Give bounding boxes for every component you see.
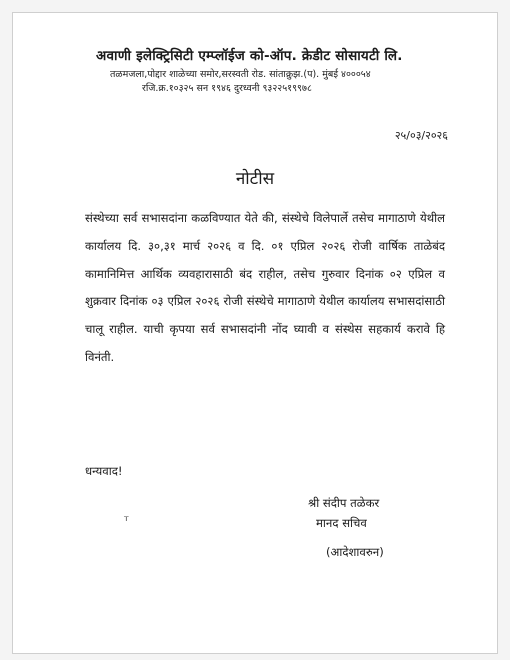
notice-body: संस्थेच्या सर्व सभासदांना कळविण्यात येते की, संस्थेचे विलेपार्ले तसेच मागाठाणे येथील कार्यालय दि. ३०,३१ मार्च २०२६ व दि. ०१ एप्रिल २०२६ रोजी वार्षिक ताळेबंद कामानिमित्त आर्थिक व्यवहारासाठी बंद राहील, तसेच गुरुवार दिनांक ०२ एप्रिल व शुक्रवार दिनांक ०३ एप्रिल २०२६ रोजी संस्थेचे मागाठाणे येथील कार्यालय सभासदांसाठी चालू राहील. याची कृपया सर्व सभासदांनी नोंद घ्यावी व संस्थेस सहकार्य करावे हि विनंती.: [85, 211, 445, 364]
closing-thanks: धन्यवाद!: [85, 464, 123, 478]
order-note: (आदेशावरुन): [326, 545, 384, 559]
society-registration: रजि.क्र.१०३२५ सन १९४६ दुरध्वनी ९३२२५१९९७८: [142, 83, 312, 94]
notice-date: २५/०३/२०२६: [394, 129, 448, 142]
signature-mark-icon: ᵀ: [124, 514, 129, 528]
letterhead: [96, 46, 456, 94]
signatory-designation: मानद सचिव: [316, 516, 367, 530]
notice-title: नोटीस: [235, 169, 275, 189]
signatory-name: श्री संदीप तळेकर: [308, 496, 380, 510]
society-address: तळमजला,पोद्दार शाळेच्या समोर,सरस्वती रोड. सांताक्रुझ.(प). मुंबई ४०००५४: [110, 69, 371, 80]
signatory-block: [308, 493, 379, 533]
society-name: अवाणी इलेक्ट्रिसिटी एम्प्लॉईज को-ऑप. क्रेडीट सोसायटी लि.: [96, 48, 403, 64]
